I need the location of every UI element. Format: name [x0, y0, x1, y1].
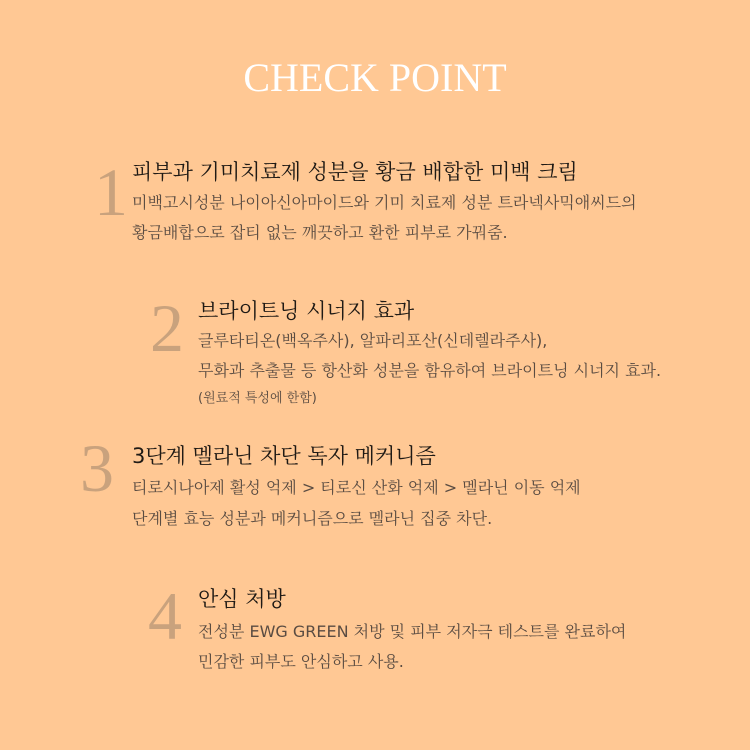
- item-number: 2: [150, 290, 184, 366]
- item-heading: 안심 처방: [198, 587, 286, 611]
- item-heading: 피부과 기미치료제 성분을 황금 배합한 미백 크림: [132, 160, 578, 184]
- item-description-line: 글루타티온(백옥주사), 알파리포산(신데렐라주사),: [198, 331, 548, 350]
- item-number: 4: [148, 578, 182, 654]
- item-note: (원료적 특성에 한함): [198, 391, 317, 406]
- item-description-line: 무화과 추출물 등 항산화 성분을 함유하여 브라이트닝 시너지 효과.: [198, 361, 662, 380]
- item-number: 3: [80, 430, 114, 506]
- item-heading: 브라이트닝 시너지 효과: [198, 299, 415, 323]
- item-description-line: 황금배합으로 잡티 없는 깨끗하고 환한 피부로 가꿔줌.: [132, 223, 508, 242]
- page-title: CHECK POINT: [243, 55, 507, 100]
- item-heading: 3단계 멜라닌 차단 독자 메커니즘: [132, 444, 436, 468]
- item-description-line: 단계별 효능 성분과 메커니즘으로 멜라닌 집중 차단.: [132, 509, 493, 528]
- item-description-line: 티로시나아제 활성 억제 > 티로신 산화 억제 > 멜라닌 이동 억제: [132, 478, 581, 497]
- item-description-line: 민감한 피부도 안심하고 사용.: [198, 652, 404, 671]
- item-description-line: 미백고시성분 나이아신아마이드와 기미 치료제 성분 트라넥사믹애씨드의: [132, 193, 637, 212]
- item-number: 1: [94, 154, 128, 230]
- item-description-line: 전성분 EWG GREEN 처방 및 피부 저자극 테스트를 완료하여: [198, 622, 627, 641]
